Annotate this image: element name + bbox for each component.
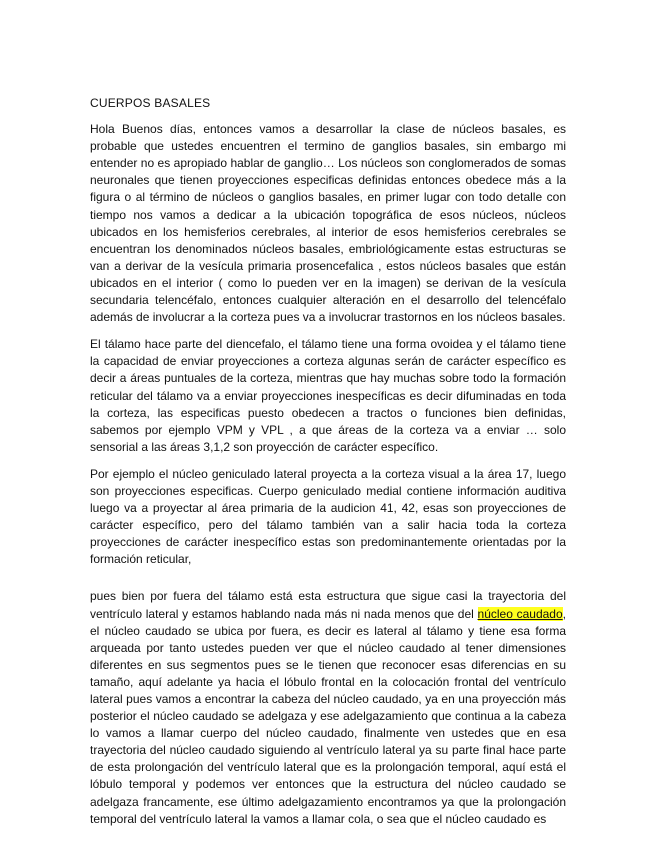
paragraph-text-before: pues bien por fuera del tálamo está esta estructura que sigue casi la trayectoria del ventrículo lateral y estamos hablando nada más ni nada menos que del: [90, 589, 566, 621]
paragraph-geniculado: Por ejemplo el núcleo geniculado lateral proyecta a la corteza visual a la área 17, luego son proyecciones especificas. Cuerpo geniculado medial contiene información auditiva luego va a proyectar al área primaria de la audicion 41, 42, esas son proyecciones de carácter específico, pero del tálamo también van a salir hacia toda la corteza proyecciones de carácter inespecífico estas son predominantemente orientadas por la formación reticular,: [90, 466, 566, 567]
highlighted-term[interactable]: núcleo caudado: [477, 606, 563, 621]
paragraph-talamo: El tálamo hace parte del diencefalo, el tálamo tiene una forma ovoidea y el tálamo tiene la capacidad de enviar proyecciones a corteza algunas serán de carácter específico es decir a áreas puntuales de la corteza, mientras que hay muchas sobre todo la formación reticular del tálamo va a enviar proyecciones inespecíficas es decir difuminadas en toda la corteza, las especificas puesto obedecen a tractos o funciones bien definidas, sabemos por ejemplo VPM y VPL , a que áreas de la corteza va a enviar … solo sensorial a las áreas 3,1,2 son proyección de carácter específico.: [90, 337, 566, 454]
paragraph-nucleo-caudado: [90, 588, 566, 827]
document-page: [90, 95, 566, 838]
paragraph-text-after: , el núcleo caudado se ubica por fuera, es decir es lateral al tálamo y tiene esa forma arqueada por tanto ustedes pueden ver que el núcleo caudado al tener dimensiones diferentes en sus segmentos pues se le tienen que reconocer esas diferencias en su tamaño, aquí adelante ya hacia el lóbulo frontal en la colocación frontal del ventrículo lateral pues vamos a encontrar la cabeza del núcleo caudado, ya en una proyección más posterior el núcleo caudado se adelgaza y ese adelgazamiento que continua a la cabeza lo vamos a llamar cuerpo del núcleo caudado, finalmente ven ustedes que en esa trayectoria del núcleo caudado siguiendo al ventrículo lateral ya su parte final hace parte de esta prolongación del ventrículo lateral que es la prolongación temporal, aquí está el lóbulo temporal y podemos ver entonces que la estructura del núcleo caudado se adelgaza francamente, ese último adelgazamiento encontramos ya que la prolongación temporal del ventrículo lateral la vamos a llamar cola, o sea que el núcleo caudado es: [90, 606, 566, 826]
document-title: CUERPOS BASALES: [90, 96, 211, 110]
paragraph-intro: Hola Buenos días, entonces vamos a desarrollar la clase de núcleos basales, es probable que ustedes encuentren el termino de ganglios basales, sin embargo mi entender no es apropiado hablar de ganglio… Los núcleos son conglomerados de somas neuronales que tienen proyecciones especificas definidas entonces obedece más a la figura o al término de núcleos o ganglios basales, en primer lugar con todo detalle con tiempo nos vamos a dedicar a la ubicación topográfica de esos núcleos, núcleos ubicados en los hemisferios cerebrales, al interior de esos hemisferios cerebrales se encuentran los denominados núcleos basales, embriológicamente estas estructuras se van a derivar de la vesícula primaria prosencefalica , estos núcleos basales que están ubicados en el interior ( como lo pueden ver en la imagen) se derivan de la vesícula secundaria telencéfalo, entonces cualquier alteración en el desarrollo del telencéfalo además de involucrar a la corteza pues va a involucrar trastornos en los núcleos basales.: [90, 122, 566, 325]
